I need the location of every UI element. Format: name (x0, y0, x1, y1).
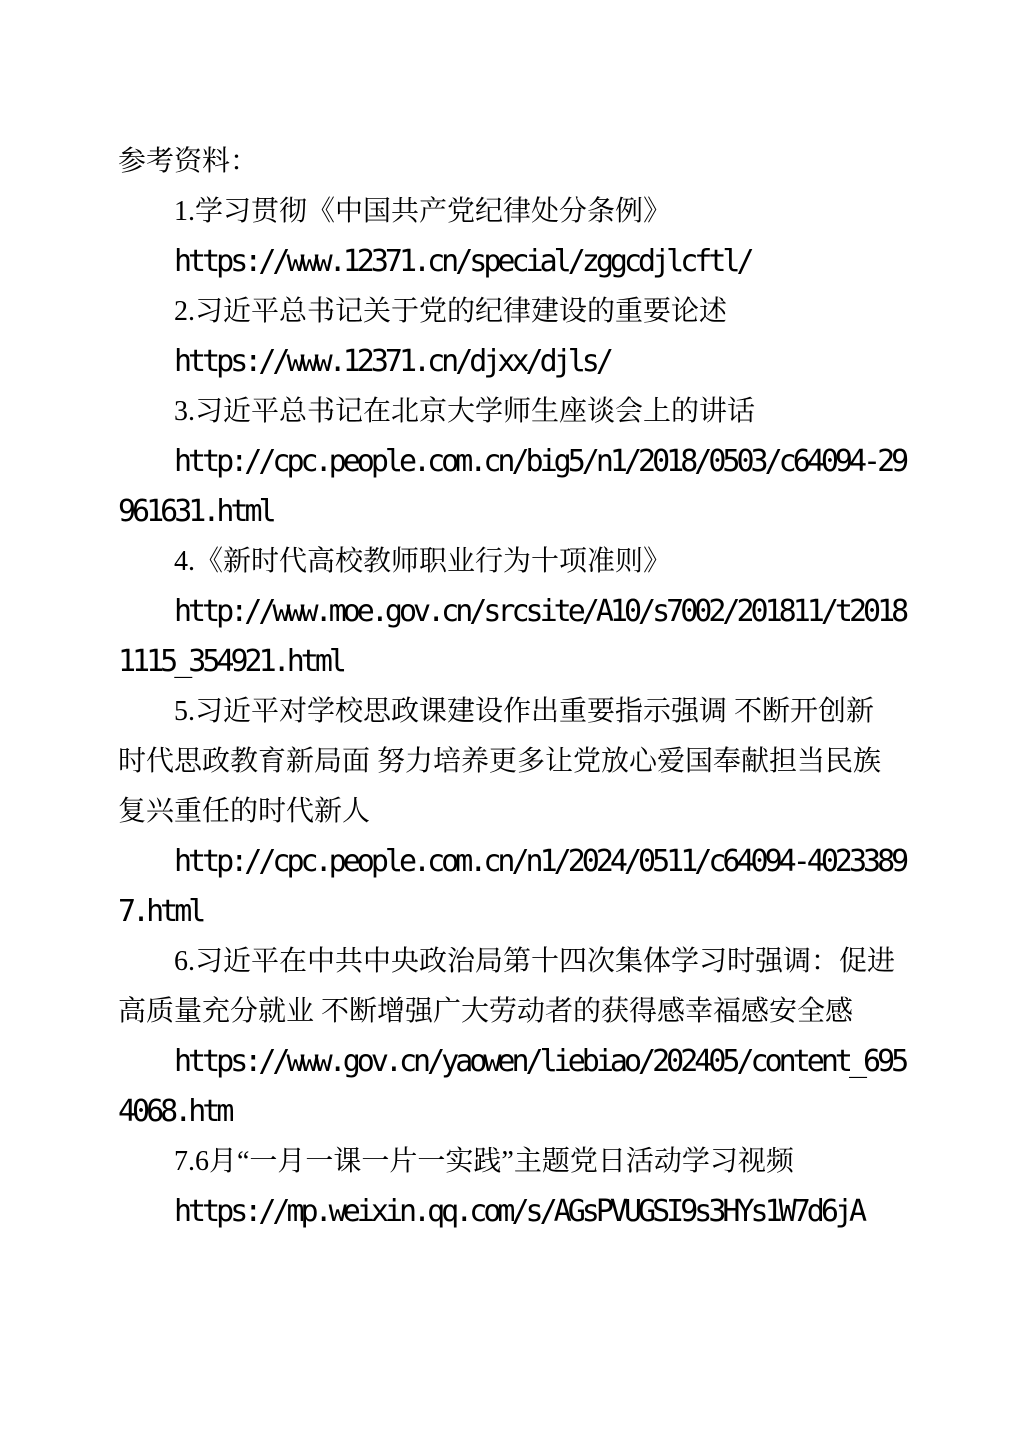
ref5-title-line-3: 复兴重任的时代新人 (118, 796, 371, 827)
ref2-url-line: https://www.12371.cn/djxx/djls/ (174, 344, 610, 379)
ref6-url-line-2: 4068.htm (118, 1094, 231, 1129)
ref6-title-line-1: 6.习近平在中共中央政治局第十四次集体学习时强调：促进 (174, 946, 896, 977)
ref2-title-line: 2.习近平总书记关于党的纪律建设的重要论述 (174, 296, 728, 327)
ref7-url-line: https://mp.weixin.qq.com/s/AGsPVUGSI9s3HYs1W7d6jA (174, 1194, 864, 1229)
ref5-title-line-2: 时代思政教育新局面 努力培养更多让党放心爱国奉献担当民族 (118, 746, 882, 777)
ref4-url-line-1: http://www.moe.gov.cn/srcsite/A10/s7002/201811/t2018 (174, 594, 906, 629)
ref5-title-line-1: 5.习近平对学校思政课建设作出重要指示强调 不断开创新 (174, 696, 875, 727)
ref5-url-line-1: http://cpc.people.com.cn/n1/2024/0511/c64094-4023389 (174, 844, 906, 879)
ref7-title-line: 7.6月“一月一课一片一实践”主题党日活动学习视频 (174, 1146, 794, 1177)
ref6-title-line-2: 高质量充分就业 不断增强广大劳动者的获得感幸福感安全感 (118, 996, 854, 1027)
ref4-title-line: 4.《新时代高校教师职业行为十项准则》 (174, 546, 672, 577)
heading-reference-materials: 参考资料： (118, 146, 259, 177)
ref3-title-line: 3.习近平总书记在北京大学师生座谈会上的讲话 (174, 396, 756, 427)
ref1-title-line: 1.学习贯彻《中国共产党纪律处分条例》 (174, 196, 672, 227)
ref5-url-line-2: 7.html (118, 894, 203, 929)
ref3-url-line-1: http://cpc.people.com.cn/big5/n1/2018/0503/c64094-29 (174, 444, 906, 479)
ref1-url-line: https://www.12371.cn/special/zggcdjlcftl/ (174, 244, 751, 279)
ref3-url-line-2: 961631.html (118, 494, 273, 529)
ref4-url-line-2: 1115_354921.html (118, 644, 343, 679)
ref6-url-line-1: https://www.gov.cn/yaowen/liebiao/202405/content_695 (174, 1044, 906, 1079)
